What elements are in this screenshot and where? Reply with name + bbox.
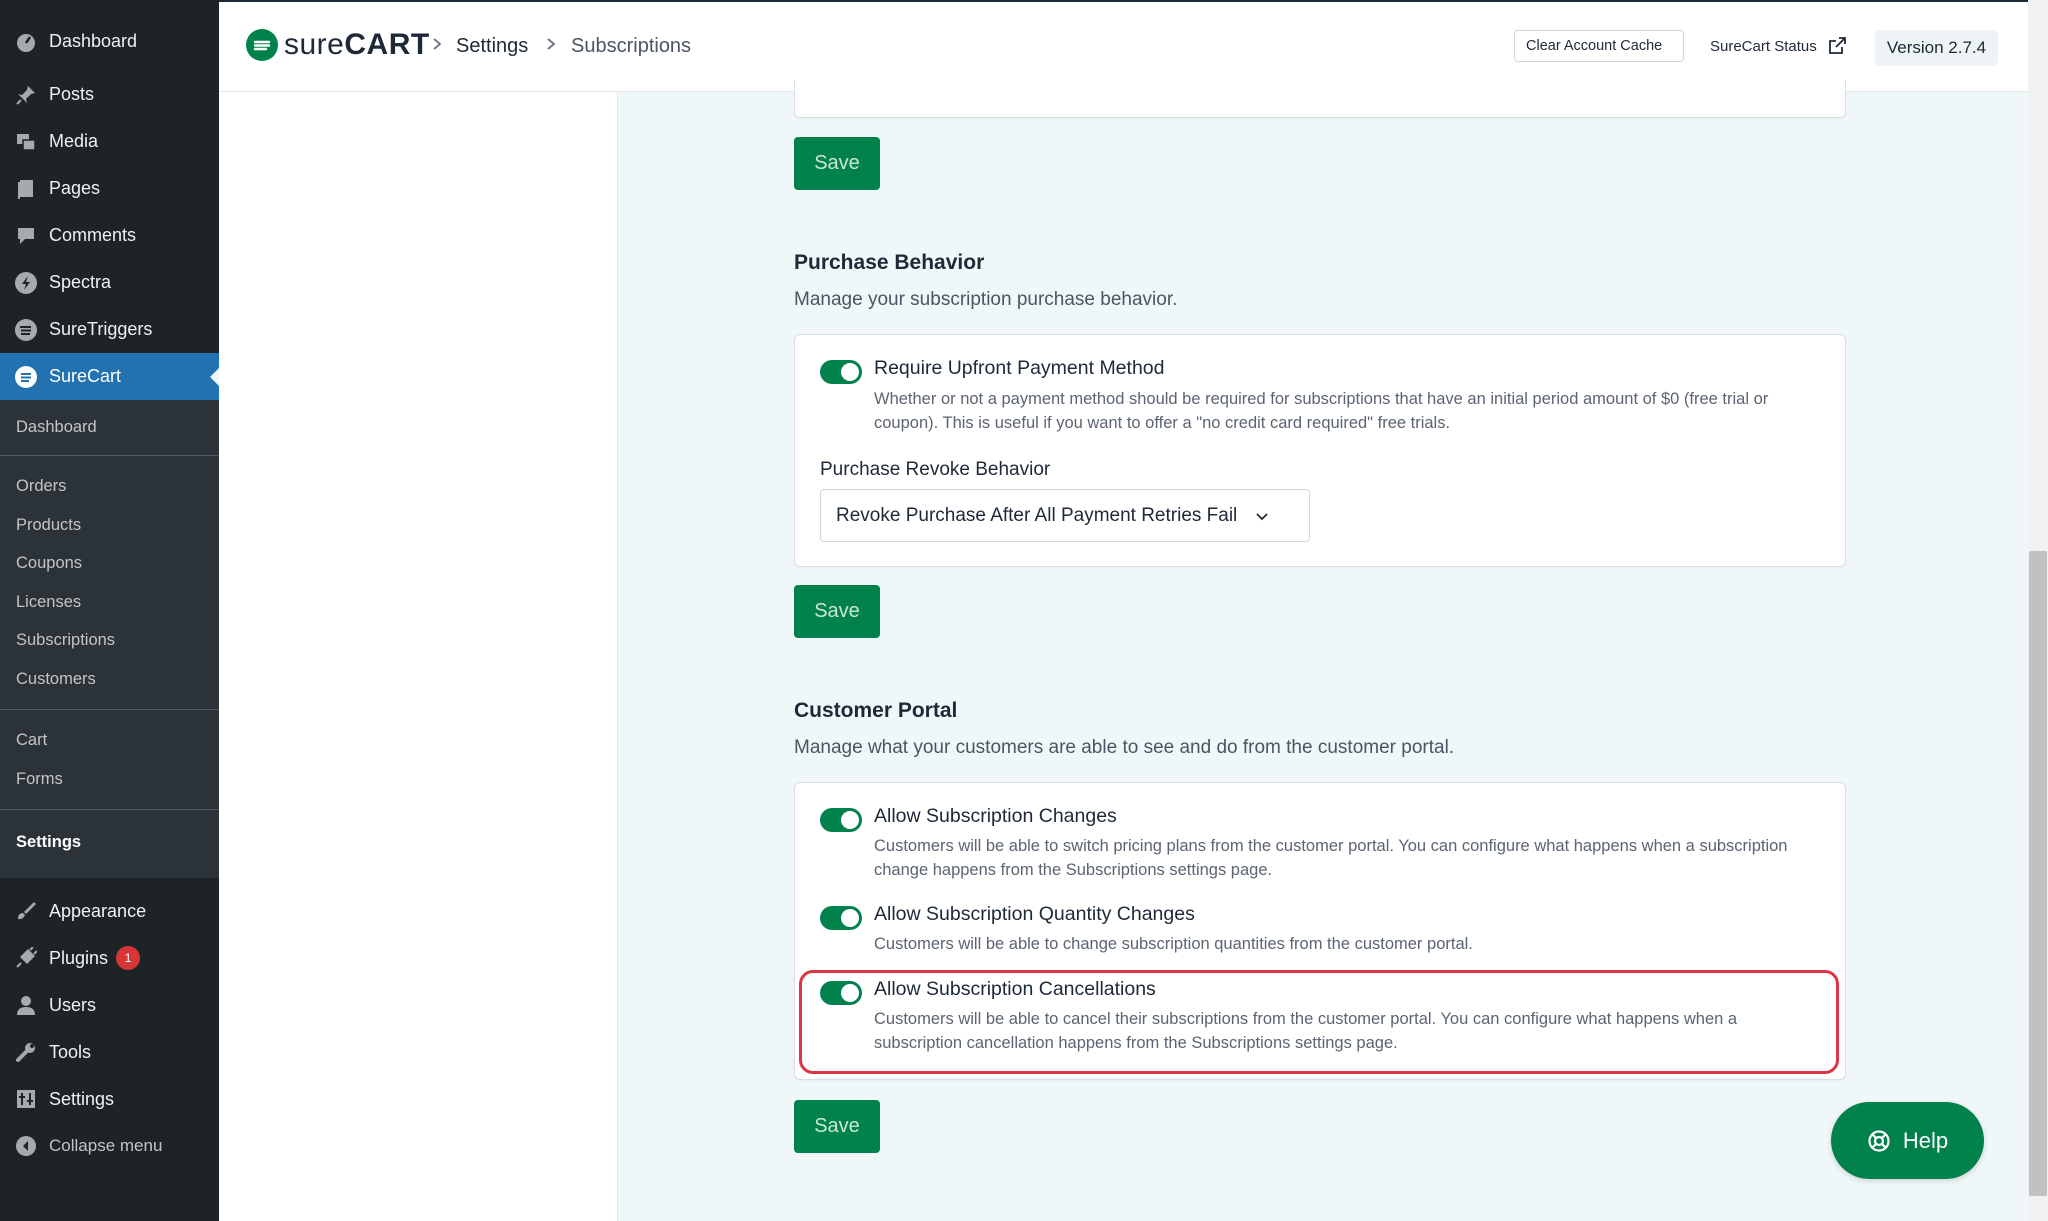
allow-quantity-changes-toggle[interactable] <box>820 906 862 930</box>
purchase-behavior-card <box>794 334 1846 567</box>
chevron-right-icon <box>432 35 442 56</box>
collapse-menu[interactable] <box>0 1123 219 1170</box>
brush-icon <box>13 898 39 924</box>
submenu-settings[interactable]: Settings <box>16 833 82 851</box>
settings-icon <box>13 1086 39 1112</box>
menu-posts[interactable] <box>0 71 219 118</box>
submenu-dashboard[interactable]: Dashboard <box>16 417 97 436</box>
menu-label: Settings <box>49 1088 115 1109</box>
require-upfront-payment-title: Require Upfront Payment Method <box>874 357 1165 379</box>
surecart-logo[interactable] <box>246 28 430 62</box>
version-badge: Version 2.7.4 <box>1875 30 1998 66</box>
submenu-coupons[interactable]: Coupons <box>16 554 83 573</box>
menu-label: Plugins <box>49 947 109 968</box>
customer-portal-description: Manage what your customers are able to see and do from the customer portal. <box>794 737 1455 758</box>
save-purchase-behavior-button[interactable]: Save <box>794 585 880 638</box>
purchase-behavior-description: Manage your subscription purchase behavior. <box>794 289 1178 310</box>
submenu-subscriptions[interactable]: Subscriptions <box>16 631 116 650</box>
menu-label: SureTriggers <box>49 319 153 339</box>
plugins-update-badge: 1 <box>116 946 140 970</box>
submenu-cart[interactable]: Cart <box>16 731 48 750</box>
settings-nav-panel <box>219 92 618 1221</box>
menu-label: Spectra <box>49 272 112 292</box>
menu-label: Appearance <box>49 900 147 921</box>
menu-appearance[interactable] <box>0 888 219 935</box>
scrollbar-thumb[interactable] <box>2029 551 2047 1196</box>
comments-icon <box>13 223 39 249</box>
save-customer-portal-button[interactable]: Save <box>794 1100 880 1153</box>
media-icon <box>13 129 39 155</box>
menu-pages[interactable] <box>0 165 219 212</box>
purchase-revoke-behavior-label: Purchase Revoke Behavior <box>820 459 1051 480</box>
purchase-behavior-title: Purchase Behavior <box>794 251 985 274</box>
allow-quantity-changes-title: Allow Subscription Quantity Changes <box>874 903 1195 925</box>
menu-settings[interactable] <box>0 1076 219 1123</box>
admin-sidebar <box>0 0 219 1221</box>
submenu-orders[interactable]: Orders <box>16 477 67 496</box>
allow-subscription-changes-title: Allow Subscription Changes <box>874 805 1117 827</box>
allow-subscription-changes-toggle[interactable] <box>820 808 862 832</box>
surecart-logo-icon <box>246 29 278 61</box>
suretriggers-icon <box>13 317 39 343</box>
allow-cancellations-title: Allow Subscription Cancellations <box>874 978 1156 1000</box>
wrench-icon <box>13 1039 39 1065</box>
lifebuoy-icon <box>1867 1129 1891 1153</box>
divider <box>0 809 219 810</box>
menu-media[interactable] <box>0 118 219 165</box>
submenu-products[interactable]: Products <box>16 515 82 534</box>
pages-icon <box>13 176 39 202</box>
previous-settings-card <box>794 80 1846 118</box>
allow-quantity-changes-description: Customers will be able to change subscription quantities from the customer portal. <box>874 935 1473 953</box>
menu-suretriggers[interactable] <box>0 306 219 353</box>
menu-label: Media <box>49 131 99 151</box>
user-icon <box>13 992 39 1018</box>
menu-label: Dashboard <box>49 31 138 51</box>
status-label: SureCart Status <box>1710 37 1817 55</box>
menu-label: Comments <box>49 225 137 245</box>
allow-subscription-changes-description: Customers will be able to switch pricing plans from the customer portal. You can configure what happens when a subscription change happens from the Subscriptions settings page. <box>874 837 1788 879</box>
menu-surecart[interactable] <box>0 353 219 400</box>
chevron-right-icon <box>546 35 556 56</box>
submenu-licenses[interactable]: Licenses <box>16 592 82 611</box>
surecart-header <box>219 0 2028 92</box>
chevron-down-icon <box>1255 511 1269 521</box>
plugin-icon <box>13 945 39 971</box>
highlight-annotation <box>799 970 1839 1074</box>
require-upfront-payment-description: Whether or not a payment method should be required for subscriptions that have an initial period amount of $0 (free trial or coupon). This is useful if you want to offer a "no credit card required" free trials. <box>874 390 1769 432</box>
divider <box>0 709 219 710</box>
pin-icon <box>13 82 39 108</box>
menu-label: Posts <box>49 84 95 104</box>
menu-users[interactable] <box>0 982 219 1029</box>
save-button-top[interactable]: Save <box>794 137 880 190</box>
allow-cancellations-description: Customers will be able to cancel their subscriptions from the customer portal. You can configure what happens when a subscription cancellation happens from the Subscriptions settings page. <box>874 1010 1738 1052</box>
dashboard-icon <box>13 29 39 55</box>
menu-label: Pages <box>49 178 101 198</box>
breadcrumb-subscriptions: Subscriptions <box>571 35 692 57</box>
menu-label: Users <box>49 994 97 1015</box>
breadcrumb-settings[interactable]: Settings <box>456 35 529 57</box>
collapse-icon <box>13 1133 39 1159</box>
menu-label: Tools <box>49 1041 92 1062</box>
menu-label: Collapse menu <box>49 1136 163 1155</box>
help-label: Help <box>1902 1127 1949 1153</box>
clear-account-cache-button[interactable]: Clear Account Cache <box>1514 30 1684 62</box>
external-link-icon <box>1827 36 1847 56</box>
menu-spectra[interactable] <box>0 259 219 306</box>
spectra-icon <box>13 270 39 296</box>
require-upfront-payment-toggle[interactable] <box>820 360 862 384</box>
surecart-submenu <box>0 400 219 878</box>
purchase-revoke-behavior-select[interactable] <box>820 489 1310 542</box>
menu-dashboard[interactable] <box>0 12 219 71</box>
logo-text: sureCART <box>284 28 430 61</box>
submenu-customers[interactable]: Customers <box>16 669 96 688</box>
divider <box>0 455 219 456</box>
menu-comments[interactable] <box>0 212 219 259</box>
select-value: Revoke Purchase After All Payment Retries Fail <box>836 504 1238 526</box>
menu-label: SureCart <box>49 366 122 386</box>
help-button[interactable] <box>1831 1102 1984 1179</box>
customer-portal-title: Customer Portal <box>794 699 958 722</box>
submenu-forms[interactable]: Forms <box>16 769 63 788</box>
menu-tools[interactable] <box>0 1029 219 1076</box>
menu-plugins[interactable] <box>0 935 219 982</box>
surecart-status-link[interactable] <box>1710 36 1847 56</box>
surecart-icon <box>13 364 39 390</box>
